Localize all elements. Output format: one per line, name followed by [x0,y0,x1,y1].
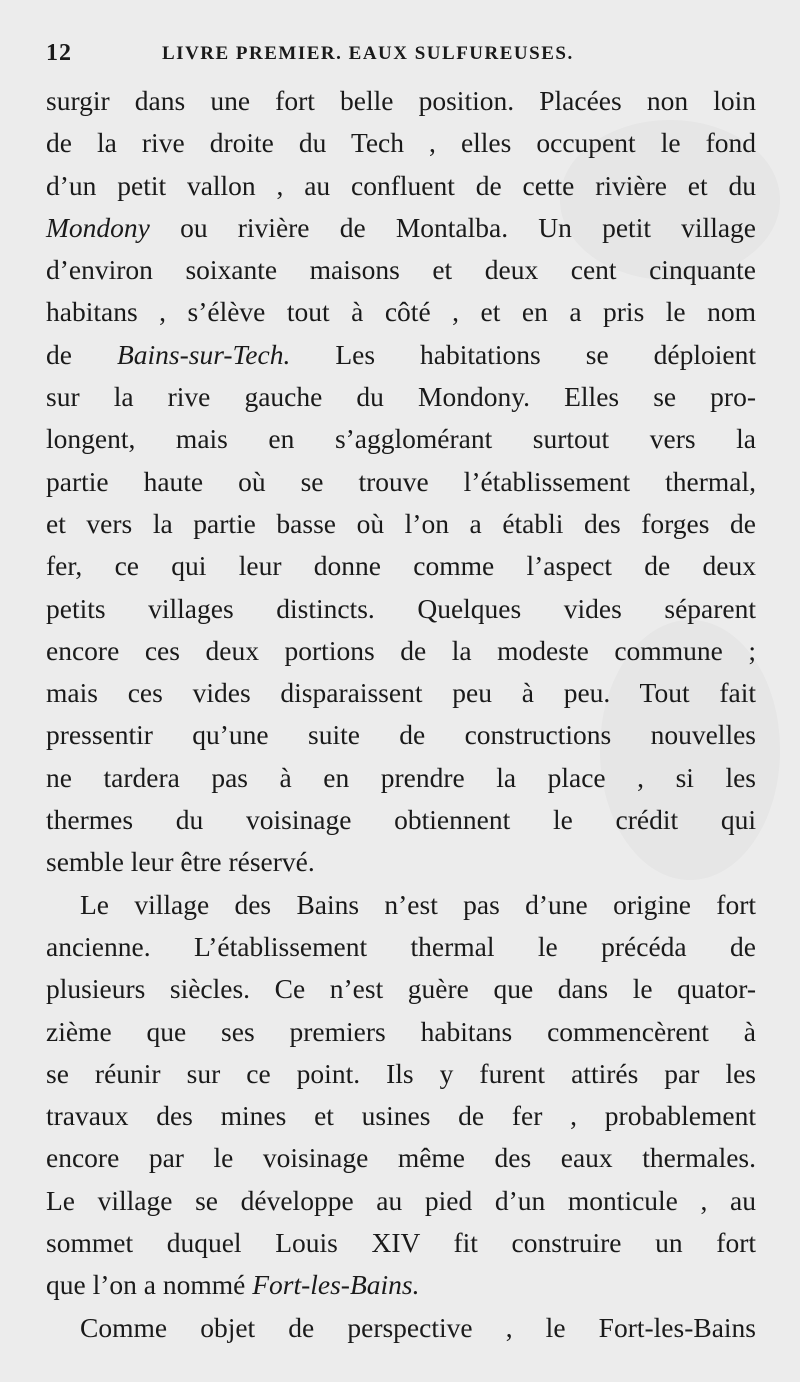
body-text [46,80,756,1349]
text-line [46,630,756,672]
text-line [46,80,756,122]
text-segment: travaux des mines et usines de fer , probablement [46,1100,756,1132]
text-line [46,1222,756,1264]
text-segment: pressentir qu’une suite de constructions nouvelles [46,719,756,751]
text-line [46,1137,756,1179]
text-line [46,884,756,926]
text-line [46,545,756,587]
text-line [46,968,756,1010]
running-title: LIVRE PREMIER. EAUX SULFUREUSES. [162,43,574,64]
text-segment: thermes du voisinage obtiennent le crédit qui [46,804,756,836]
text-segment: mais ces vides disparaissent peu à peu. Tout fait [46,677,756,709]
text-line [46,1307,756,1349]
text-segment: et vers la partie basse où l’on a établi des forges de [46,507,756,539]
italic-text: Mondony [46,211,150,243]
paragraph [46,80,756,884]
text-segment: Le village se développe au pied d’un monticule , au [46,1184,756,1216]
text-line [46,672,756,714]
text-segment: se réunir sur ce point. Ils y furent attirés par les [46,1057,756,1089]
italic-text: Fort-les-Bains. [252,1269,420,1301]
text-segment: petits villages distincts. Quelques vides séparent [46,592,756,624]
text-line [46,376,756,418]
text-line [46,165,756,207]
text-segment: semble leur être réservé. [46,846,315,878]
text-segment: ancienne. L’établissement thermal le précéda de [46,930,756,962]
text-segment: d’un petit vallon , au confluent de cette rivière et du [46,169,756,201]
text-segment: Le village des Bains n’est pas d’une origine fort [80,888,756,920]
text-line [46,503,756,545]
text-segment: encore par le voisinage même des eaux thermales. [46,1142,756,1174]
text-line [46,418,756,460]
paragraph [46,884,756,1307]
text-line [46,1053,756,1095]
text-line [46,249,756,291]
text-line [46,799,756,841]
text-segment: longent, mais en s’agglomérant surtout vers la [46,423,756,455]
text-segment: habitans , s’élève tout à côté , et en a pris le nom [46,296,756,328]
text-line [46,461,756,503]
text-segment: de la rive droite du Tech , elles occupent le fond [46,127,756,159]
text-line [46,757,756,799]
text-segment: encore ces deux portions de la modeste commune ; [46,634,756,666]
text-segment: sommet duquel Louis XIV fit construire un fort [46,1227,756,1259]
text-segment: ou rivière de Montalba. Un petit village [149,211,756,243]
text-segment: d’environ soixante maisons et deux cent cinquante [46,254,756,286]
text-line [46,1264,756,1306]
italic-text: Bains-sur-Tech. [116,338,291,370]
text-segment: que l’on a nommé [46,1269,253,1301]
running-head [46,40,756,74]
paragraph [46,1307,756,1349]
text-segment: Les habitations se déploient [290,338,756,370]
text-segment: de [46,338,117,370]
text-segment: partie haute où se trouve l’établissement thermal, [46,465,756,497]
text-line [46,291,756,333]
text-line [46,588,756,630]
text-line [46,334,756,376]
text-segment: sur la rive gauche du Mondony. Elles se pro- [46,381,756,413]
text-line [46,926,756,968]
text-line [46,122,756,164]
text-line [46,207,756,249]
text-line [46,1095,756,1137]
text-line [46,1011,756,1053]
text-segment: Comme objet de perspective , le Fort-les-Bains [80,1311,756,1343]
text-line [46,714,756,756]
text-segment: ne tardera pas à en prendre la place , si les [46,761,756,793]
text-segment: zième que ses premiers habitans commencèrent à [46,1015,756,1047]
text-line [46,1180,756,1222]
text-segment: surgir dans une fort belle position. Placées non loin [46,85,756,116]
text-line [46,841,756,883]
text-segment: fer, ce qui leur donne comme l’aspect de deux [46,550,756,582]
text-segment: plusieurs siècles. Ce n’est guère que dans le quator- [46,973,756,1005]
page-number: 12 [46,40,72,66]
